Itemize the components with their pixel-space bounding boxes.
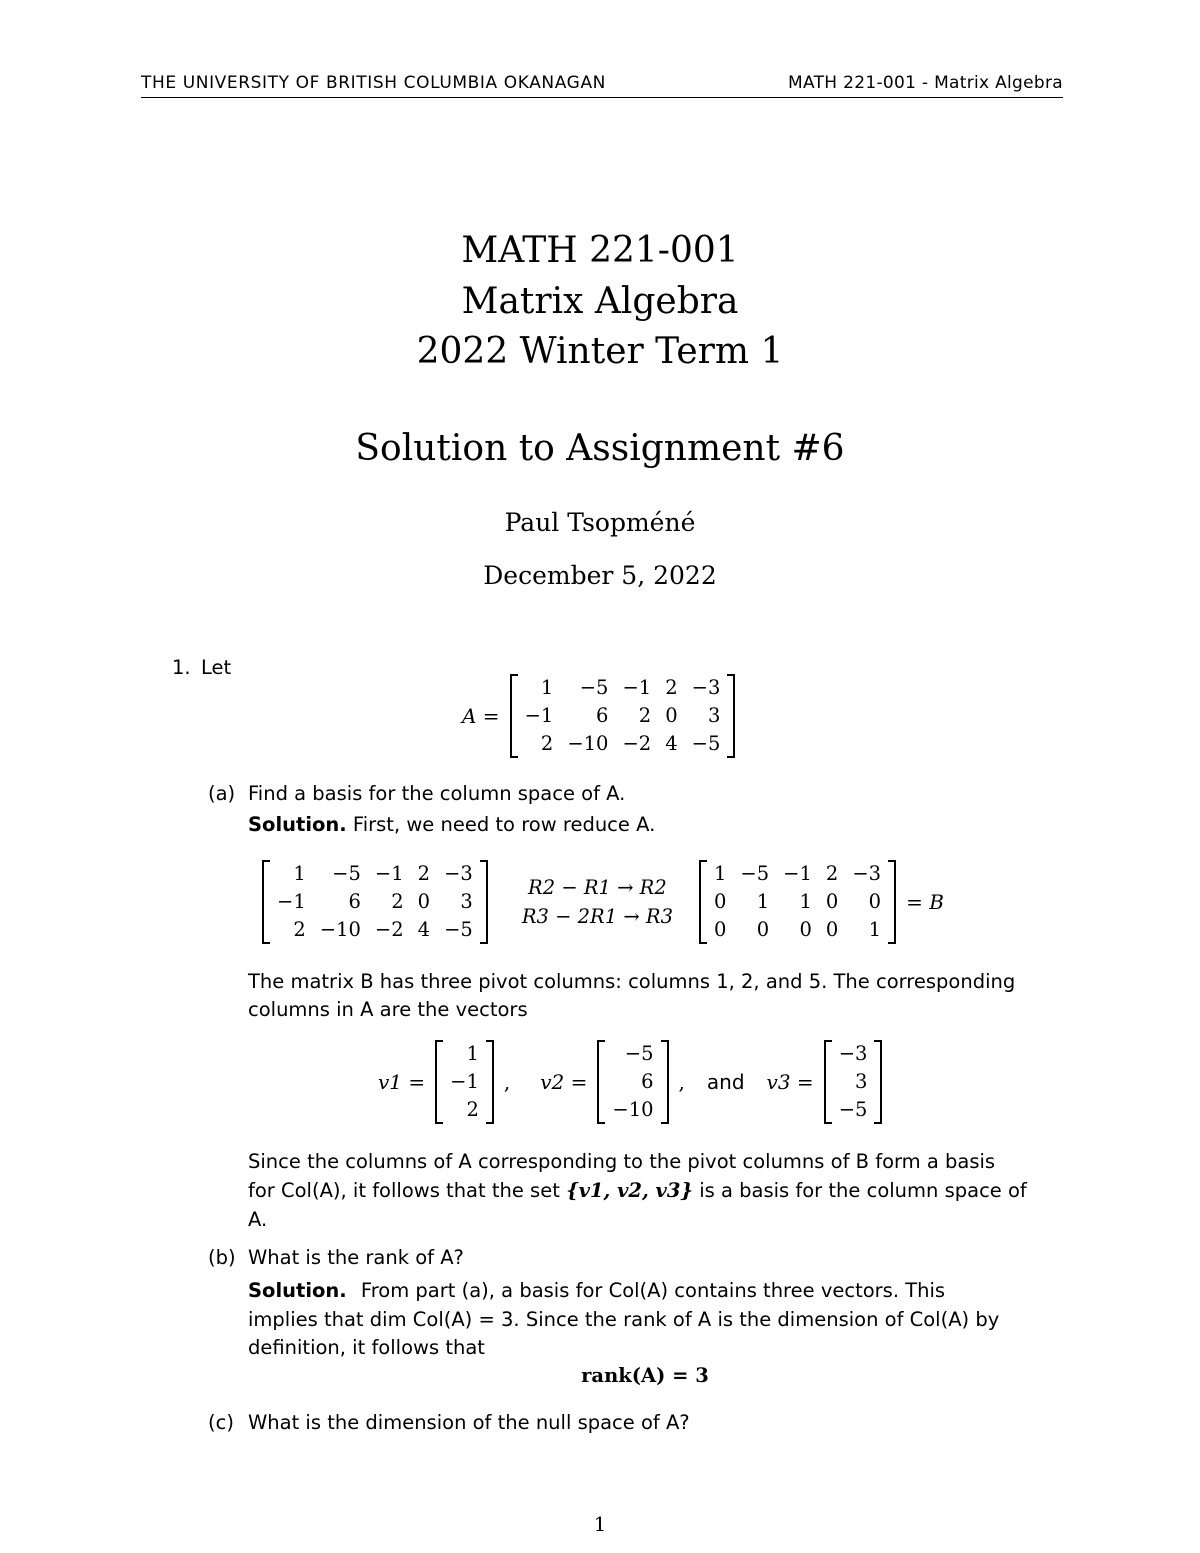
vector-v2-entry: −10: [612, 1098, 654, 1121]
matrix-A-copy: [262, 860, 488, 944]
matrix-a-copy-entry: 2: [391, 890, 404, 913]
matrix-a-entry: −2: [622, 732, 652, 755]
part-b-text-3: definition, it follows that: [248, 1336, 485, 1359]
vector-v3: [824, 1040, 883, 1124]
matrix-a-row: [518, 674, 728, 702]
matrix-b-entry: 0: [756, 918, 770, 941]
header-university: THE UNIVERSITY OF BRITISH COLUMBIA OKANAGAN: [141, 73, 606, 93]
comma-1: ,: [503, 1070, 511, 1094]
basis-text-2a: for Col(A), it follows that the set: [248, 1179, 560, 1202]
matrix-B: [699, 860, 896, 944]
part-a-question: Find a basis for the column space of A.: [248, 782, 626, 805]
matrix-a-entry: −5: [691, 732, 721, 755]
matrix-a-entry: 0: [665, 704, 678, 727]
v3-label: v3 =: [766, 1070, 814, 1094]
row-reduction: [262, 860, 944, 944]
matrix-a-entry: −1: [622, 676, 652, 699]
basis-text-3: A.: [248, 1208, 268, 1231]
matrix-a-copy-entry: 6: [348, 890, 361, 913]
pivot-text-2: columns in A are the vectors: [248, 998, 528, 1021]
matrix-a-copy-entry: −1: [277, 890, 306, 913]
vector-v2-row: [605, 1068, 660, 1096]
matrix-b-entry: 1: [713, 862, 727, 885]
and-text: and: [706, 1070, 745, 1094]
solution-label: Solution.: [248, 813, 347, 836]
matrix-b-entry: −5: [740, 862, 770, 885]
matrix-A-label: A =: [462, 704, 500, 728]
basis-text-2: [248, 1177, 1027, 1206]
matrix-b-entry: −3: [852, 862, 882, 885]
part-b-solution-line1: [248, 1277, 945, 1306]
header-rule: [141, 97, 1063, 98]
matrix-a-copy-entry: 4: [417, 918, 431, 941]
vector-v2-row: [605, 1040, 660, 1068]
vectors-row: [378, 1040, 882, 1124]
matrix-b-entry: 0: [868, 890, 882, 913]
matrix-a-row: [518, 702, 728, 730]
row-op-1: R2 − R1 → R2: [528, 876, 667, 899]
matrix-a-copy-entry: −1: [374, 862, 404, 885]
matrix-a-copy-row: [270, 860, 480, 888]
matrix-a-entry: −10: [567, 732, 609, 755]
vector-v2-row: [605, 1096, 660, 1124]
matrix-a-entry: 1: [540, 676, 554, 699]
vector-v1-entry: 1: [466, 1042, 479, 1065]
matrix-b-row: [707, 916, 888, 944]
matrix-a-copy-entry: −2: [374, 918, 404, 941]
matrix-b-row: [707, 888, 888, 916]
matrix-a-entry: 6: [596, 704, 609, 727]
matrix-a-copy-entry: 1: [293, 862, 306, 885]
matrix-a-entry: 2: [638, 704, 652, 727]
title-date: December 5, 2022: [483, 561, 717, 590]
pivot-text-1: The matrix B has three pivot columns: columns 1, 2, and 5. The corresponding: [248, 970, 1016, 993]
matrix-A: [510, 674, 736, 758]
matrix-a-copy-entry: −5: [444, 918, 473, 941]
basis-text-1: Since the columns of A corresponding to the pivot columns of B form a basis: [248, 1150, 996, 1173]
matrix-a-entry: −5: [579, 676, 609, 699]
vector-v1-entry: 2: [466, 1098, 479, 1121]
matrix-a-copy-entry: 0: [417, 890, 431, 913]
matrix-B-label: = B: [906, 890, 944, 914]
part-b-text-1: From part (a), a basis for Col(A) contains three vectors. This: [360, 1279, 946, 1302]
vector-v1-row: [443, 1040, 486, 1068]
title-author: Paul Tsopméné: [504, 508, 696, 537]
row-operations: [488, 873, 699, 931]
solution-intro: First, we need to row reduce A.: [352, 813, 656, 836]
matrix-a-copy-entry: 3: [460, 890, 473, 913]
matrix-a-copy-entry: −3: [444, 862, 473, 885]
part-a-label: (a): [208, 782, 236, 805]
part-c-question: What is the dimension of the null space of A?: [248, 1411, 690, 1434]
matrix-b-entry: 1: [868, 918, 882, 941]
matrix-a-entry: −3: [691, 676, 721, 699]
rank-result: rank(A) = 3: [581, 1364, 709, 1387]
part-a-solution-line: [248, 811, 655, 840]
v2-label: v2 =: [540, 1070, 588, 1094]
part-b-question: What is the rank of A?: [248, 1246, 464, 1269]
vector-v1: [435, 1040, 494, 1124]
vector-v2: [597, 1040, 668, 1124]
problem-number: 1.: [172, 656, 191, 679]
matrix-a-entry: 2: [540, 732, 554, 755]
matrix-A-equation: [462, 674, 735, 758]
matrix-b-entry: 0: [713, 918, 727, 941]
matrix-b-entry: 1: [756, 890, 770, 913]
vector-v3-entry: −5: [838, 1098, 868, 1121]
matrix-b-entry: 0: [825, 890, 839, 913]
matrix-b-row: [707, 860, 888, 888]
basis-text-2b: is a basis for the column space of: [699, 1179, 1027, 1202]
part-b-text-2: implies that dim Col(A) = 3. Since the rank of A is the dimension of Col(A) by: [248, 1308, 1000, 1331]
matrix-a-copy-row: [270, 916, 480, 944]
matrix-a-entry: 2: [665, 676, 678, 699]
v1-label: v1 =: [378, 1070, 426, 1094]
title-subject: Matrix Algebra: [461, 281, 739, 322]
header-course: MATH 221-001 - Matrix Algebra: [788, 73, 1063, 93]
basis-set: {v1, v2, v3}: [566, 1179, 693, 1202]
matrix-b-entry: −1: [783, 862, 812, 885]
matrix-a-copy-entry: 2: [417, 862, 431, 885]
title-term: 2022 Winter Term 1: [416, 331, 784, 372]
matrix-b-entry: 0: [825, 918, 839, 941]
row-op-2: R3 − 2R1 → R3: [521, 905, 673, 928]
problem-intro: Let: [201, 656, 232, 679]
matrix-b-entry: 1: [799, 890, 812, 913]
comma-2: ,: [678, 1070, 685, 1094]
vector-v1-row: [443, 1068, 486, 1096]
matrix-a-copy-entry: 2: [293, 918, 306, 941]
title-document: Solution to Assignment #6: [355, 428, 845, 469]
part-c-label: (c): [208, 1411, 234, 1434]
matrix-a-row: [518, 730, 728, 758]
vector-v3-entry: −3: [838, 1042, 868, 1065]
vector-v1-row: [443, 1096, 486, 1124]
vector-v3-entry: 3: [855, 1070, 868, 1093]
matrix-a-entry: −1: [524, 704, 554, 727]
matrix-a-copy-entry: −10: [319, 918, 361, 941]
matrix-a-entry: 3: [707, 704, 721, 727]
vector-v1-entry: −1: [450, 1070, 479, 1093]
matrix-a-entry: 4: [665, 732, 678, 755]
matrix-b-entry: 2: [825, 862, 839, 885]
title-course: MATH 221-001: [461, 230, 739, 271]
matrix-a-copy-row: [270, 888, 480, 916]
matrix-b-entry: 0: [799, 918, 812, 941]
matrix-b-entry: 0: [713, 890, 727, 913]
solution-label-b: Solution.: [248, 1279, 347, 1302]
page-number: 1: [593, 1512, 607, 1536]
vector-v2-entry: 6: [641, 1070, 654, 1093]
vector-v3-row: [832, 1096, 875, 1124]
matrix-a-copy-entry: −5: [332, 862, 361, 885]
part-b-label: (b): [208, 1246, 236, 1269]
vector-v3-row: [832, 1068, 875, 1096]
vector-v3-row: [832, 1040, 875, 1068]
vector-v2-entry: −5: [624, 1042, 654, 1065]
